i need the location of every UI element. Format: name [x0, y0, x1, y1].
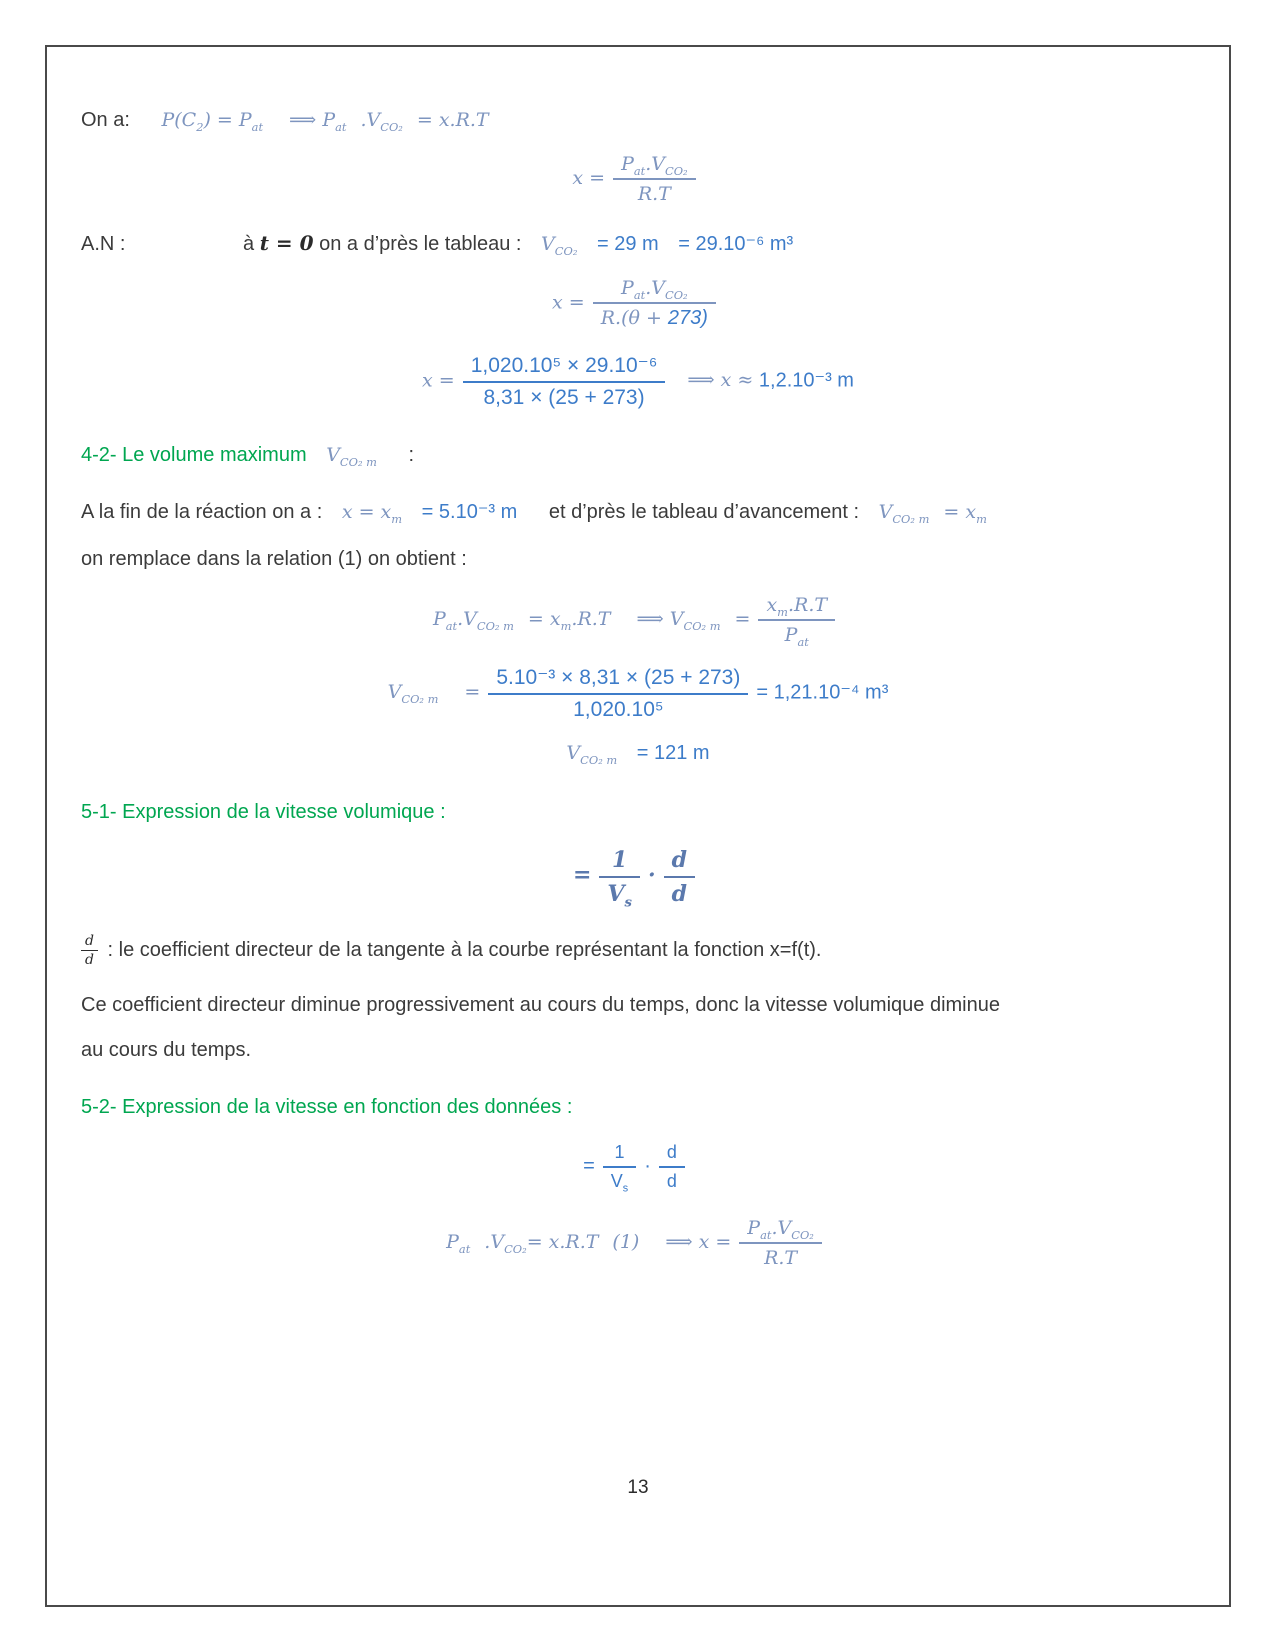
math-dot: · [647, 861, 656, 888]
on-a-label: On a: [81, 109, 130, 131]
math-token: P [446, 1230, 459, 1253]
math-lhs: x = [572, 166, 606, 189]
math-sub: CO₂ m [683, 618, 721, 633]
math-lhs: x = [422, 369, 455, 392]
fraction-numerator: 1 [603, 1141, 636, 1168]
math-token: x = x [341, 501, 392, 523]
math-arrow: ⟹ V [636, 607, 684, 630]
math-token: .R.T [571, 607, 611, 630]
heading-5-2 [81, 1096, 1195, 1119]
math-token: .V [484, 1230, 505, 1253]
fraction-numerator: d [664, 846, 695, 878]
formula-x-numeric [81, 352, 1195, 410]
vco2max-result: = 1,21.10⁻⁴ m³ [756, 681, 889, 704]
an-label: A.N : [81, 233, 126, 255]
fraction [593, 276, 716, 330]
math-lhs [387, 681, 481, 707]
formula-vco2max-numeric [81, 664, 1195, 722]
vco2max-symbol [566, 742, 618, 767]
formula-x-definition [81, 152, 1195, 205]
formula-x-theta [81, 276, 1195, 330]
math-sub: at [633, 163, 646, 178]
line-remplace-relation [81, 548, 1195, 571]
fraction [599, 846, 640, 911]
fraction [463, 352, 666, 410]
derivative-fraction [81, 933, 98, 968]
math-sub: CO₂ [791, 1227, 814, 1242]
line-fin-reaction [81, 499, 1195, 524]
fraction [603, 1141, 636, 1195]
fraction-denominator [603, 1168, 636, 1195]
vco2-value-ml: = 29 m [596, 233, 659, 255]
math-sub: m [777, 604, 788, 619]
vco2-value-m3: = 29.10⁻⁶ m³ [678, 233, 794, 255]
math-token: V [607, 881, 625, 907]
line-coefficient-diminue-1 [81, 994, 1195, 1017]
page-number: 13 [627, 1477, 649, 1498]
math-sub: at [335, 119, 347, 134]
math-token: .V [360, 109, 381, 131]
math-token: R.(θ + [600, 307, 662, 329]
fraction-numerator [593, 276, 716, 304]
math-sub: CO₂ m [476, 618, 514, 633]
math-sub: CO₂ m [401, 692, 439, 707]
fraction [488, 664, 748, 722]
fraction-denominator: 8,31 × (25 + 273) [483, 386, 645, 409]
heading-4-2 [81, 444, 1195, 467]
page-border-frame [45, 45, 1231, 1607]
math-sub: at [797, 634, 809, 649]
fraction-denominator: d [671, 881, 687, 907]
math-sub: CO₂ m [892, 511, 930, 526]
fraction-numerator: d [659, 1141, 685, 1168]
math-tokens [446, 1230, 732, 1256]
line-on-a [81, 109, 1195, 132]
fin-reaction-text: A la fin de la réaction on a : [81, 501, 323, 523]
math-dot: · [644, 1154, 651, 1177]
math-sub: CO₂ [665, 163, 688, 178]
math-token: = x [527, 607, 561, 630]
math-token: x [766, 594, 778, 616]
math-sub: 2 [196, 119, 204, 134]
heading-5-1-text: 5-1- Expression de la vitesse volumique : [81, 801, 446, 823]
math-token: 273) [667, 307, 708, 329]
fraction-denominator [593, 304, 716, 330]
math-token: = [464, 681, 481, 704]
fraction-numerator [739, 1216, 822, 1244]
math-token: ) = P [203, 109, 252, 131]
formula-vitesse-volumique [81, 846, 1195, 911]
math-sub: m [391, 511, 403, 526]
math-token: V [610, 1171, 623, 1191]
math-arrow: ⟹ x = [665, 1230, 732, 1253]
fraction [659, 1141, 685, 1192]
math-token: = x [943, 501, 977, 523]
fraction-denominator: 1,020.10⁵ [573, 698, 664, 721]
fraction-numerator [758, 593, 835, 621]
math-token: .R.T [787, 594, 828, 616]
math-token: P [621, 277, 634, 299]
fraction-denominator [758, 621, 835, 649]
math-token: P(C [161, 109, 197, 131]
coefficient-text: : le coefficient directeur de la tangente à la courbe représentant la fonction x=f(t). [107, 938, 822, 961]
formula-vco2max-relation [81, 593, 1195, 649]
math-lhs: x = [552, 291, 585, 314]
formula-vco2max-ml [81, 742, 1195, 765]
math-token: .V [457, 607, 477, 630]
vco2-symbol [541, 233, 578, 258]
an-text-a: à [243, 233, 255, 255]
fraction [758, 593, 835, 649]
heading-5-1 [81, 801, 1195, 824]
math-sub: CO₂ [380, 119, 403, 134]
math-tokens [432, 607, 751, 633]
fraction [664, 846, 695, 907]
line-coefficient-diminue-2 [81, 1039, 1195, 1062]
math-token: ⟹ P [289, 109, 336, 131]
fraction-numerator [613, 152, 696, 180]
math-sub: at [251, 119, 264, 134]
vco2max-ml-value: = 121 m [636, 742, 710, 764]
math-sub: CO₂ [504, 1241, 527, 1256]
math-sub: at [760, 1227, 772, 1242]
math-sub: m [560, 618, 572, 633]
heading-4-2-text: 4-2- Le volume maximum [81, 444, 307, 466]
math-token: .V [645, 277, 665, 299]
fraction-numerator: d [81, 933, 98, 951]
heading-5-2-text: 5-2- Expression de la vitesse en fonction des données : [81, 1096, 573, 1118]
math-token: V [878, 501, 893, 523]
xm-value: = 5.10⁻³ m [421, 501, 518, 523]
math-token: P [747, 1217, 761, 1239]
math-sub: s [624, 895, 632, 911]
formula-relation-1 [81, 1216, 1195, 1269]
fraction-denominator: d [666, 1171, 677, 1191]
vco2max-symbol [326, 444, 377, 469]
math-token: = x.R.T [416, 109, 489, 131]
fraction-denominator: R.T [764, 1247, 798, 1269]
math-sub: CO₂ m [580, 752, 618, 767]
fraction-denominator: d [85, 952, 94, 968]
math-token: = x.R.T [526, 1230, 599, 1253]
fraction [613, 152, 696, 205]
fraction-numerator: 5.10⁻³ × 8,31 × (25 + 273) [488, 664, 748, 695]
math-sub: CO₂ [664, 287, 688, 302]
math-sub: m [976, 511, 987, 526]
fraction [739, 1216, 822, 1269]
fraction-numerator: 1,020.10⁵ × 29.10⁻⁶ [463, 352, 666, 383]
formula-pressure-relation [161, 109, 489, 134]
math-token: P [621, 153, 634, 175]
fraction-denominator [599, 878, 640, 911]
math-sub: s [622, 1182, 629, 1195]
math-token: .V [645, 153, 665, 175]
math-token: P [784, 624, 798, 646]
math-token: V [541, 233, 555, 255]
diminue-text-2: au cours du temps. [81, 1039, 252, 1061]
math-token: P [432, 607, 446, 630]
heading-colon: : [408, 444, 415, 466]
line-an [81, 231, 1195, 256]
math-token: = [734, 607, 751, 630]
math-sub: CO₂ m [339, 454, 377, 469]
vco2max-equals [878, 501, 987, 526]
an-t-zero: t = 0 [259, 231, 314, 255]
math-sub: CO₂ [554, 243, 578, 258]
math-token: V [326, 444, 340, 466]
math-sub: at [458, 1241, 471, 1256]
math-arrow: ⟹ x ≈ [687, 369, 754, 392]
x-result: 1,2.10⁻³ m [758, 369, 854, 392]
an-text-b: on a d’près le tableau : [319, 233, 522, 255]
math-token: .V [771, 1217, 792, 1239]
fraction-numerator: 1 [599, 846, 640, 878]
relation-number: (1) [612, 1230, 640, 1253]
xm-symbol [341, 501, 403, 526]
remplace-text: on remplace dans la relation (1) on obtient : [81, 548, 467, 570]
math-token: V [566, 742, 581, 764]
tableau-avancement-text: et d’près le tableau d’avancement : [548, 501, 860, 523]
math-equals: = [583, 1154, 595, 1177]
math-sub: at [633, 287, 646, 302]
line-coefficient-directeur [81, 933, 1195, 968]
diminue-text-1: Ce coefficient directeur diminue progressivement au cours du temps, donc la vitesse volumique diminue [81, 994, 1000, 1016]
formula-vitesse-donnees [81, 1141, 1195, 1195]
math-token: V [387, 681, 402, 704]
math-sub: at [445, 618, 458, 633]
fraction-denominator: R.T [637, 183, 671, 205]
math-equals: = [572, 861, 592, 888]
